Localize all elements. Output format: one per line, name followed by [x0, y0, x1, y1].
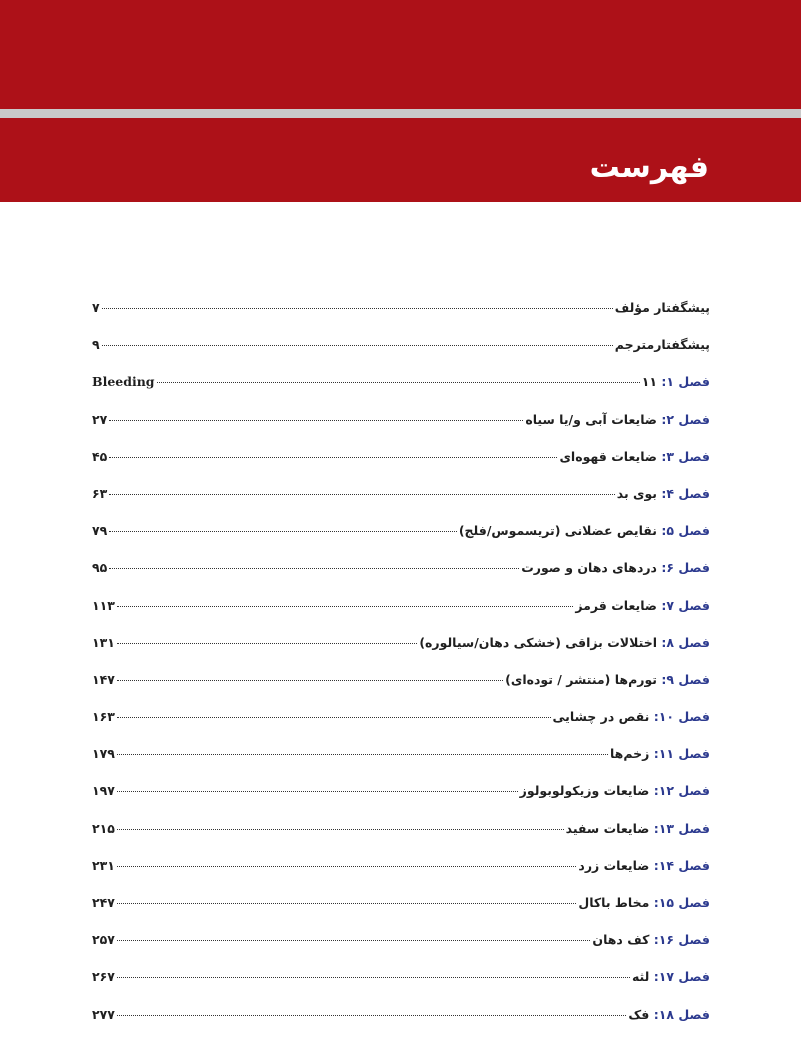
toc-entry-chapter-16[interactable]: [92, 926, 710, 963]
dot-leader: [109, 494, 614, 495]
toc-entry-chapter-4[interactable]: [92, 480, 710, 517]
entry-title: پیشگفتار مؤلف: [614, 300, 710, 315]
chapter-label: فصل ۲:: [656, 411, 710, 427]
dot-leader: [117, 754, 608, 755]
entry-title: ضایعات زرد: [578, 857, 650, 873]
page-number: ۹۵: [92, 560, 108, 576]
page-number: ۲۳۱: [92, 857, 115, 873]
chapter-label: فصل ۱۱:: [649, 746, 710, 762]
toc-entry-chapter-15[interactable]: [92, 889, 710, 926]
dot-leader: [117, 940, 591, 941]
entry-title: ضایعات قرمز: [575, 597, 657, 613]
chapter-label: فصل ۹:: [656, 671, 710, 687]
toc-entry-chapter-5[interactable]: [92, 517, 710, 554]
toc-entry-chapter-7[interactable]: [92, 592, 710, 629]
chapter-label: فصل ۵:: [656, 523, 710, 539]
page-number: ۱۳۱: [92, 634, 115, 650]
dot-leader: [157, 382, 640, 383]
toc-entry-chapter-13[interactable]: [92, 815, 710, 852]
toc-entry-chapter-3[interactable]: [92, 443, 710, 480]
toc-entry-preface-translator[interactable]: [92, 331, 710, 368]
entry-title: اختلالات بزاقی (خشکی دهان/سیالوره): [419, 634, 657, 650]
toc-entry-chapter-17[interactable]: [92, 963, 710, 1000]
page-number: ۲۶۷: [92, 969, 115, 985]
chapter-label: فصل ۱۳:: [649, 820, 710, 836]
page-number: ۲۷۷: [92, 1006, 115, 1022]
entry-title: نقایص عضلانی (تریسموس/فلج): [458, 523, 657, 539]
page-number: ۱۹۷: [92, 783, 115, 799]
entry-title: کف دهان: [592, 932, 650, 948]
page-number: ۲۱۵: [92, 820, 115, 836]
page-number: ۱۱۳: [92, 597, 115, 613]
dot-leader: [109, 568, 519, 569]
entry-title: تورم‌ها (منتشر / توده‌ای): [505, 671, 657, 687]
page-number: ۱۶۳: [92, 709, 115, 725]
toc-entry-preface-author[interactable]: [92, 294, 710, 331]
dot-leader: [117, 977, 630, 978]
chapter-label: فصل ۱۴:: [649, 857, 710, 873]
entry-title: ضایعات وزیکولوبولوز: [519, 783, 650, 799]
page-number: Bleeding: [92, 374, 155, 390]
page-number: ۱۴۷: [92, 671, 115, 687]
entry-title: ضایعات سفید: [565, 820, 650, 836]
dot-leader: [117, 829, 564, 830]
chapter-label: فصل ۱۰:: [649, 709, 710, 725]
page-number: ۷۹: [92, 523, 108, 539]
chapter-label: فصل ۳:: [656, 448, 710, 464]
entry-title: نقص در چشایی: [552, 709, 650, 725]
page-number: ۶۳: [92, 485, 108, 501]
page-number: ۲۵۷: [92, 932, 115, 948]
chapter-label: فصل ۱۸:: [649, 1006, 710, 1022]
dot-leader: [117, 866, 577, 867]
chapter-label: فصل ۱۷:: [649, 969, 710, 985]
toc-entry-chapter-2[interactable]: [92, 406, 710, 443]
dot-leader: [109, 420, 523, 421]
page-number: ۲۷: [92, 411, 108, 427]
toc-entry-chapter-1[interactable]: [92, 368, 710, 405]
entry-title: پیشگفتارمترجم: [614, 337, 710, 353]
page-number: ۱۷۹: [92, 746, 115, 762]
dot-leader: [117, 1015, 626, 1016]
dot-leader: [102, 308, 613, 309]
toc-entry-chapter-10[interactable]: [92, 703, 710, 740]
dot-leader: [109, 531, 457, 532]
toc-entry-chapter-9[interactable]: [92, 666, 710, 703]
dot-leader: [117, 606, 573, 607]
dot-leader: [117, 643, 417, 644]
header-band-top: [0, 0, 801, 109]
dot-leader: [102, 345, 613, 346]
table-of-contents: [92, 294, 710, 1038]
toc-entry-chapter-6[interactable]: [92, 554, 710, 591]
toc-entry-chapter-12[interactable]: [92, 777, 710, 814]
chapter-label: فصل ۱۶:: [649, 932, 710, 948]
page-title: فهرست: [589, 150, 709, 185]
entry-title: مخاط باکال: [578, 895, 650, 910]
dot-leader: [117, 717, 551, 718]
entry-title: ضایعات قهوه‌ای: [559, 448, 657, 464]
entry-title: فک: [628, 1006, 650, 1022]
chapter-label: فصل ۴:: [656, 485, 710, 501]
chapter-label: فصل ۱:: [656, 374, 710, 390]
chapter-label: فصل ۱۲:: [649, 783, 710, 799]
toc-entry-chapter-11[interactable]: [92, 740, 710, 777]
toc-entry-chapter-14[interactable]: [92, 852, 710, 889]
chapter-label: فصل ۷:: [656, 597, 710, 613]
entry-title: ضایعات آبی و/یا سیاه: [525, 411, 657, 427]
page-number: ۹: [92, 337, 100, 353]
dot-leader: [117, 903, 576, 904]
dot-leader: [117, 680, 503, 681]
entry-title: ۱۱: [641, 374, 657, 390]
chapter-label: فصل ۶:: [656, 560, 710, 576]
header-stripe: [0, 109, 801, 118]
page-number: ۴۵: [92, 448, 108, 464]
dot-leader: [117, 791, 518, 792]
chapter-label: فصل ۱۵:: [649, 895, 710, 910]
toc-entry-chapter-8[interactable]: [92, 629, 710, 666]
page-number: ۲۴۷: [92, 895, 115, 910]
entry-title: بوی بد: [616, 485, 657, 501]
entry-title: زخم‌ها: [609, 746, 650, 762]
chapter-label: فصل ۸:: [656, 634, 710, 650]
dot-leader: [109, 457, 557, 458]
entry-title: لثه: [631, 969, 650, 985]
page-number: ۷: [92, 300, 100, 315]
toc-entry-chapter-18[interactable]: [92, 1001, 710, 1038]
entry-title: دردهای دهان و صورت: [521, 560, 657, 576]
